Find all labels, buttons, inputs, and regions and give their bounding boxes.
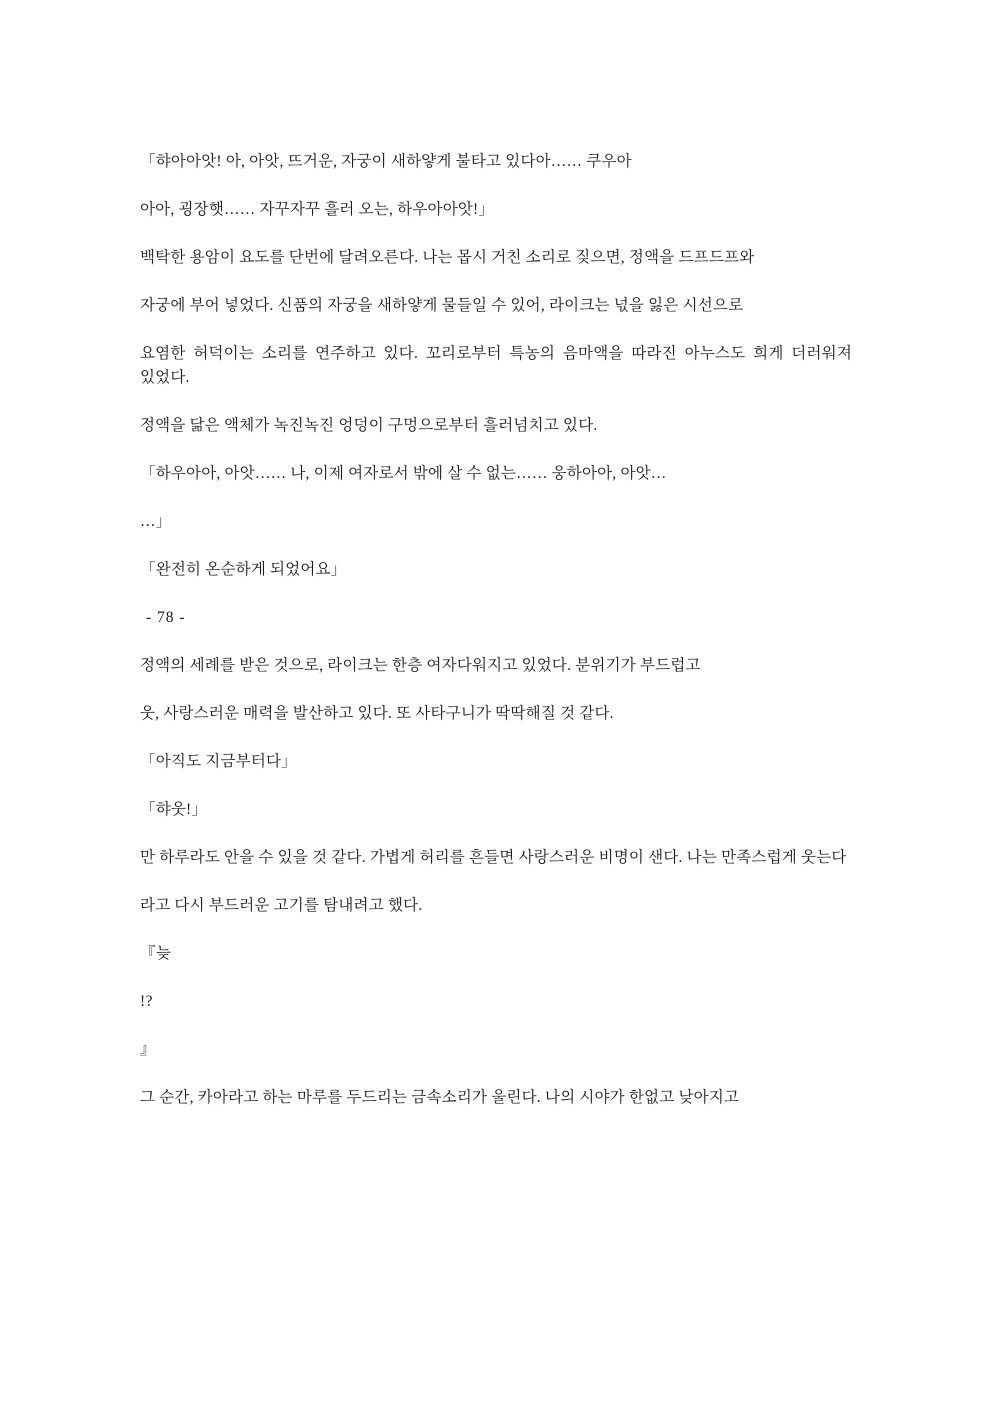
paragraph: 「아직도 지금부터다」 xyxy=(140,753,297,771)
paragraph: 정액의 세례를 받은 것으로, 라이크는 한층 여자다워지고 있었다. 분위기가 부드럽고 xyxy=(140,657,701,675)
paragraph: 정액을 닮은 액체가 녹진녹진 엉덩이 구멍으로부터 흘러넘치고 있다. xyxy=(140,417,598,435)
paragraph: 그 순간, 카아라고 하는 마루를 두드리는 금속소리가 울린다. 나의 시야가 한없고 낮아지고 xyxy=(140,1089,740,1107)
paragraph: !? xyxy=(140,993,154,1011)
paragraph: 만 하루라도 안을 수 있을 것 같다. 가볍게 허리를 흔들면 사랑스러운 비명이 샌다. 나는 만족스럽게 웃는다 xyxy=(140,849,847,867)
paragraph: 「햐아아앗! 아, 아앗, 뜨거운, 자궁이 새하얗게 불타고 있다아…… 쿠우아 xyxy=(140,153,632,170)
paragraph: 『늦 xyxy=(140,945,172,963)
paragraph: 요염한 허덕이는 소리를 연주하고 있다. 꼬리로부터 특농의 음마액을 따라진 아누스도 희게 더러워져 있었다. xyxy=(140,345,857,387)
document-body xyxy=(140,150,857,1110)
paragraph: …」 xyxy=(140,513,172,531)
paragraph: 「완전히 온순하게 되었어요」 xyxy=(140,561,347,579)
paragraph: 자궁에 부어 넣었다. 신품의 자궁을 새하얗게 물들일 수 있어, 라이크는 넋을 잃은 시선으로 xyxy=(140,297,744,315)
paragraph: 아아, 굉장햇…… 자꾸자꾸 흘러 오는, 하우아아앗!」 xyxy=(140,201,495,219)
paragraph: 백탁한 용암이 요도를 단번에 달려오른다. 나는 몹시 거친 소리로 짖으면, 정액을 드프드프와 xyxy=(140,249,755,267)
page-number: - 78 - xyxy=(146,609,186,627)
paragraph: 라고 다시 부드러운 고기를 탐내려고 했다. xyxy=(140,897,423,915)
paragraph: 』 xyxy=(140,1041,157,1059)
paragraph: 「하우아아, 아앗…… 나, 이제 여자로서 밖에 살 수 없는…… 웅하아아, 아앗… xyxy=(140,465,667,483)
paragraph: 「햐웃!」 xyxy=(140,801,208,819)
paragraph: 웃, 사랑스러운 매력을 발산하고 있다. 또 사타구니가 딱딱해질 것 같다. xyxy=(140,705,614,723)
